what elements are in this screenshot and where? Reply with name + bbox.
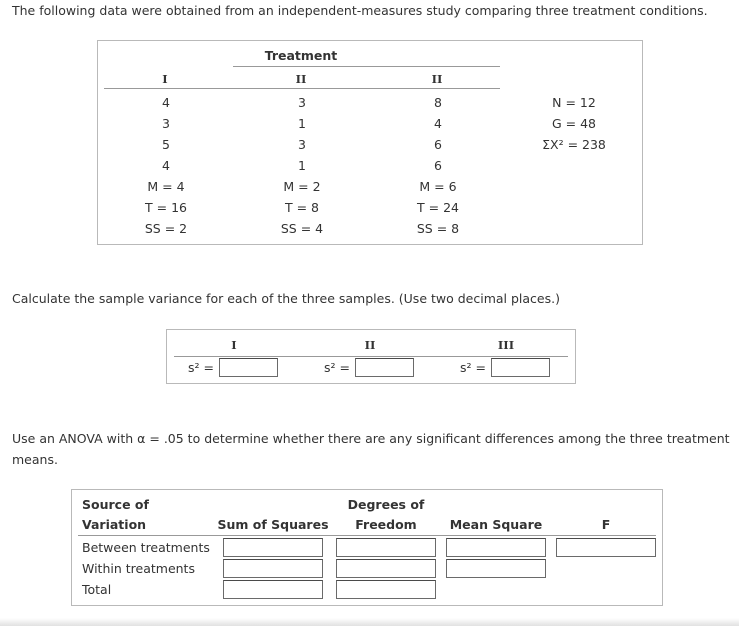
summary-n: N = 12 [552,95,596,110]
column-header-2: II [295,72,307,86]
intro-text: The following data were obtained from an independent-measures study comparing three treatment conditions. [12,3,708,18]
column-header-1: I [162,72,168,86]
data-cell: 6 [434,137,442,152]
between-df-input[interactable] [336,538,436,557]
variance-label-2: s² = [324,360,350,375]
within-ms-input[interactable] [446,559,546,578]
mean-cell: M = 2 [283,179,321,194]
data-cell: 3 [298,137,306,152]
data-cell: 3 [162,116,170,131]
ss-cell: SS = 2 [144,221,188,236]
column-header-3: II [431,72,443,86]
mean-cell: M = 6 [419,179,457,194]
source-header-1: Source of [82,497,149,512]
between-ss-input[interactable] [223,538,323,557]
total-cell: T = 16 [145,200,187,215]
data-cell: 4 [434,116,442,131]
ss-cell: SS = 8 [416,221,460,236]
treatment-header-rule [233,66,500,67]
anova-prompt-line-2: means. [12,452,58,467]
f-input[interactable] [556,538,656,557]
variance-header-2: II [364,338,376,352]
df-header-1: Degrees of [347,497,425,512]
variance-label-3: s² = [460,360,486,375]
data-cell: 6 [434,158,442,173]
variance-input-2[interactable] [355,358,414,377]
variance-header-1: I [231,338,237,352]
data-cell: 1 [298,158,306,173]
data-cell: 4 [162,95,170,110]
row-label-total: Total [82,582,112,597]
variance-prompt: Calculate the sample variance for each of the three samples. (Use two decimal places.) [12,291,560,306]
summary-g: G = 48 [551,116,597,131]
data-cell: 4 [162,158,170,173]
data-cell: 5 [162,137,170,152]
treatment-header: Treatment [264,48,338,63]
variance-label-1: s² = [188,360,214,375]
bottom-shadow [0,618,739,626]
total-ss-input[interactable] [223,580,323,599]
row-label-between: Between treatments [82,540,210,555]
variance-header-rule [174,356,568,357]
total-cell: T = 8 [284,200,320,215]
row-label-within: Within treatments [82,561,195,576]
ss-cell: SS = 4 [280,221,324,236]
variance-input-3[interactable] [491,358,550,377]
source-header-2: Variation [82,517,147,532]
between-ms-input[interactable] [446,538,546,557]
f-header: F [601,517,611,532]
within-ss-input[interactable] [223,559,323,578]
total-cell: T = 24 [417,200,459,215]
data-cell: 3 [298,95,306,110]
ms-header: Mean Square [449,517,543,532]
total-df-input[interactable] [336,580,436,599]
within-df-input[interactable] [336,559,436,578]
ss-header: Sum of Squares [217,517,329,532]
data-cell: 8 [434,95,442,110]
anova-header-rule [78,535,656,536]
data-cell: 1 [298,116,306,131]
column-header-rule [104,88,500,89]
mean-cell: M = 4 [147,179,185,194]
variance-input-1[interactable] [219,358,278,377]
df-header-2: Freedom [355,517,417,532]
variance-header-3: III [497,338,515,352]
summary-sumx2: ΣX² = 238 [542,137,606,152]
anova-prompt-line-1: Use an ANOVA with α = .05 to determine whether there are any significant differences among the three treatment [12,431,730,446]
